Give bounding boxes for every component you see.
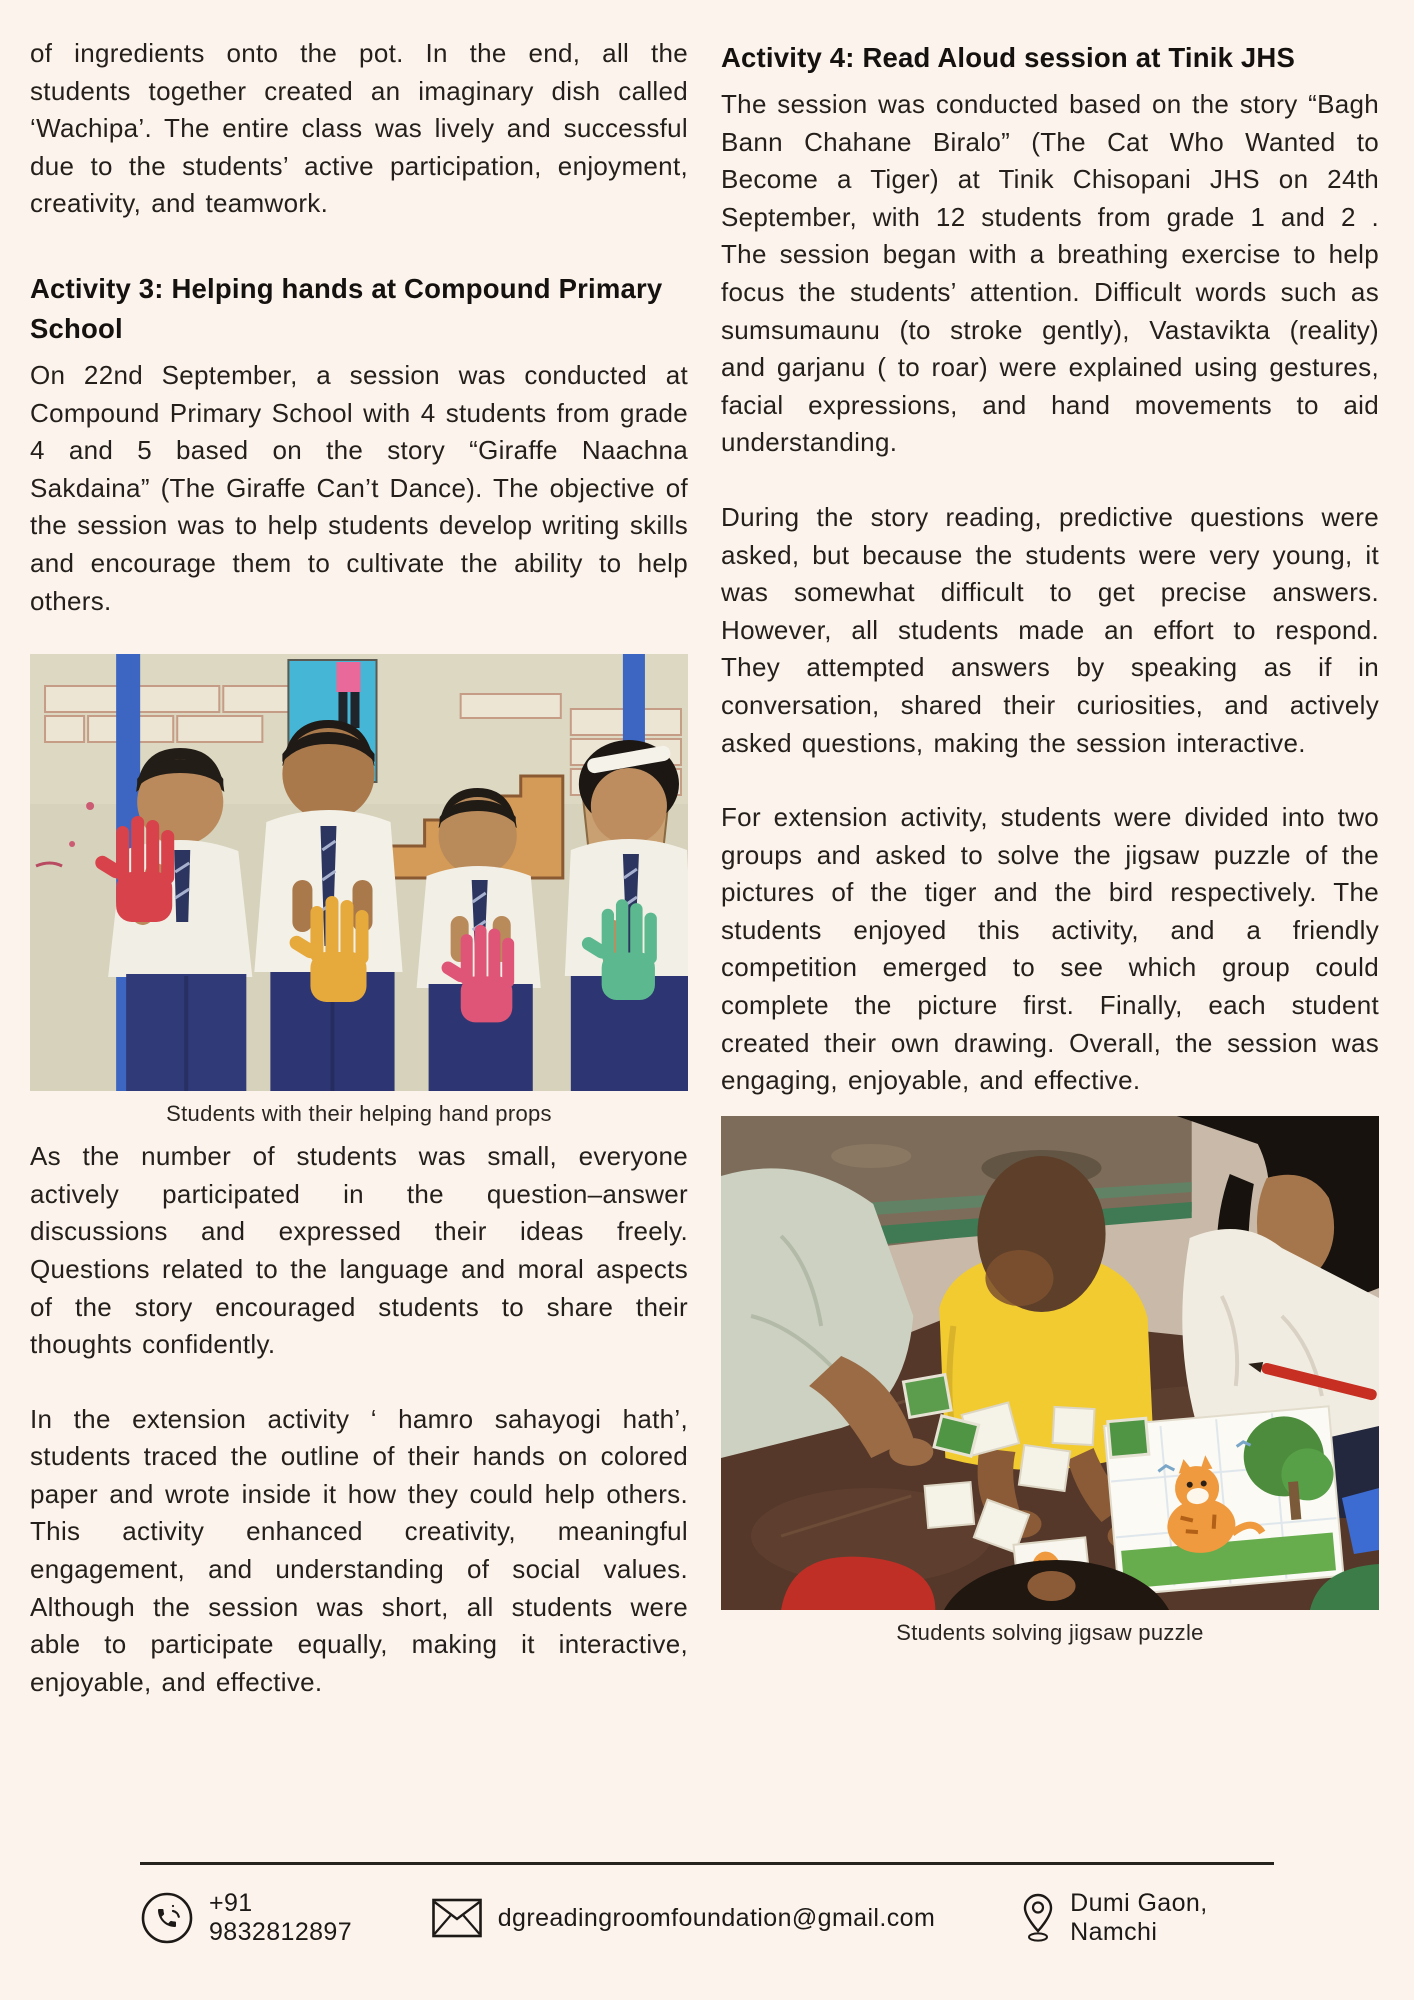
email-icon: [431, 1897, 483, 1939]
right-column: [721, 30, 1379, 1701]
activity3-paragraph-2: As the number of students was small, everyone actively participated in the question–answer discussions and expressed their ideas freely. Questions related to the language and moral aspects of the story encouraged students to share their thoughts confidently.: [30, 1141, 688, 1360]
email-address: dgreadingroomfoundation@gmail.com: [497, 1903, 936, 1932]
activity3-paragraph-3: In the extension activity ‘ hamro sahayogi hath’, students traced the outline of their hands on colored paper and wrote inside it how they could help others. This activity enhanced creativity, meaningful engagement, and understanding of social values. Although the session was short, all students were able to participate equally, making it interactive, enjoyable, and effective.: [30, 1403, 688, 1697]
footer-location: [1021, 1889, 1274, 1947]
activity4-paragraph-3: For extension activity, students were divided into two groups and asked to solve the jigsaw puzzle of the pictures of the tiger and the bird respectively. The students enjoyed this activity, and a friendly competition emerged to see which group could complete the picture first. Finally, each student created their own drawing. Overall, the session was engaging, enjoyable, and effective.: [721, 802, 1379, 1096]
tiger-puzzle-sheet: [1104, 1402, 1344, 1595]
footer-email: [431, 1897, 935, 1939]
activity3-heading: Activity 3: Helping hands at Compound Primary School: [30, 272, 663, 344]
activity3-photo-caption: Students with their helping hand props: [166, 1101, 552, 1127]
activity2-continuation-paragraph: of ingredients onto the pot. In the end, all the students together created an imaginary dish called ‘Wachipa’. The entire class was lively and successful due to the students’ active participation, enjoyment, creativity, and teamwork.: [30, 38, 688, 219]
activity4-paragraph-2: During the story reading, predictive questions were asked, but because the students were very young, it was somewhat difficult to get precise answers. However, all students made an effort to respond. They attempted answers by speaking as if in conversation, shared their curiosities, and actively asked questions, making the session interactive.: [721, 501, 1379, 758]
footer-contacts: [140, 1865, 1274, 1947]
left-column: [30, 30, 688, 1701]
activity3-paragraph-1: On 22nd September, a session was conducted at Compound Primary School with 4 students from grade 4 and 5 based on the story “Giraffe Naachna Sakdaina” (The Giraffe Can’t Dance). The objective of the session was to help students develop writing skills and encourage them to cultivate the ability to help others.: [30, 359, 688, 616]
activity3-photo-figure: [30, 654, 688, 1128]
jigsaw-puzzle-photo: [721, 1116, 1379, 1610]
helping-hands-photo: [30, 654, 688, 1091]
location-pin-icon: [1021, 1892, 1055, 1944]
activity4-photo-caption: Students solving jigsaw puzzle: [896, 1619, 1204, 1645]
footer: [140, 1862, 1274, 1947]
activity4-photo-figure: [721, 1116, 1379, 1647]
phone-icon: [140, 1891, 194, 1945]
phone-number: +91 9832812897: [209, 1889, 353, 1946]
footer-phone: [140, 1889, 377, 1947]
location-text: Dumi Gaon, Namchi: [1070, 1889, 1208, 1946]
activity4-heading: Activity 4: Read Aloud session at Tinik JHS: [721, 42, 1296, 73]
activity4-paragraph-1: The session was conducted based on the story “Bagh Bann Chahane Biralo” (The Cat Who Wanted to Become a Tiger) at Tinik Chisopani JHS on 24th September, with 12 students from grade 1 and 2 . The session began with a breathing exercise to help focus the students’ attention. Difficult words such as sumsumaunu (to stroke gently), Vastavikta (reality) and garjanu ( to roar) were explained using gestures, facial expressions, and hand movements to aid understanding.: [721, 89, 1379, 458]
student-4: [565, 740, 688, 1091]
